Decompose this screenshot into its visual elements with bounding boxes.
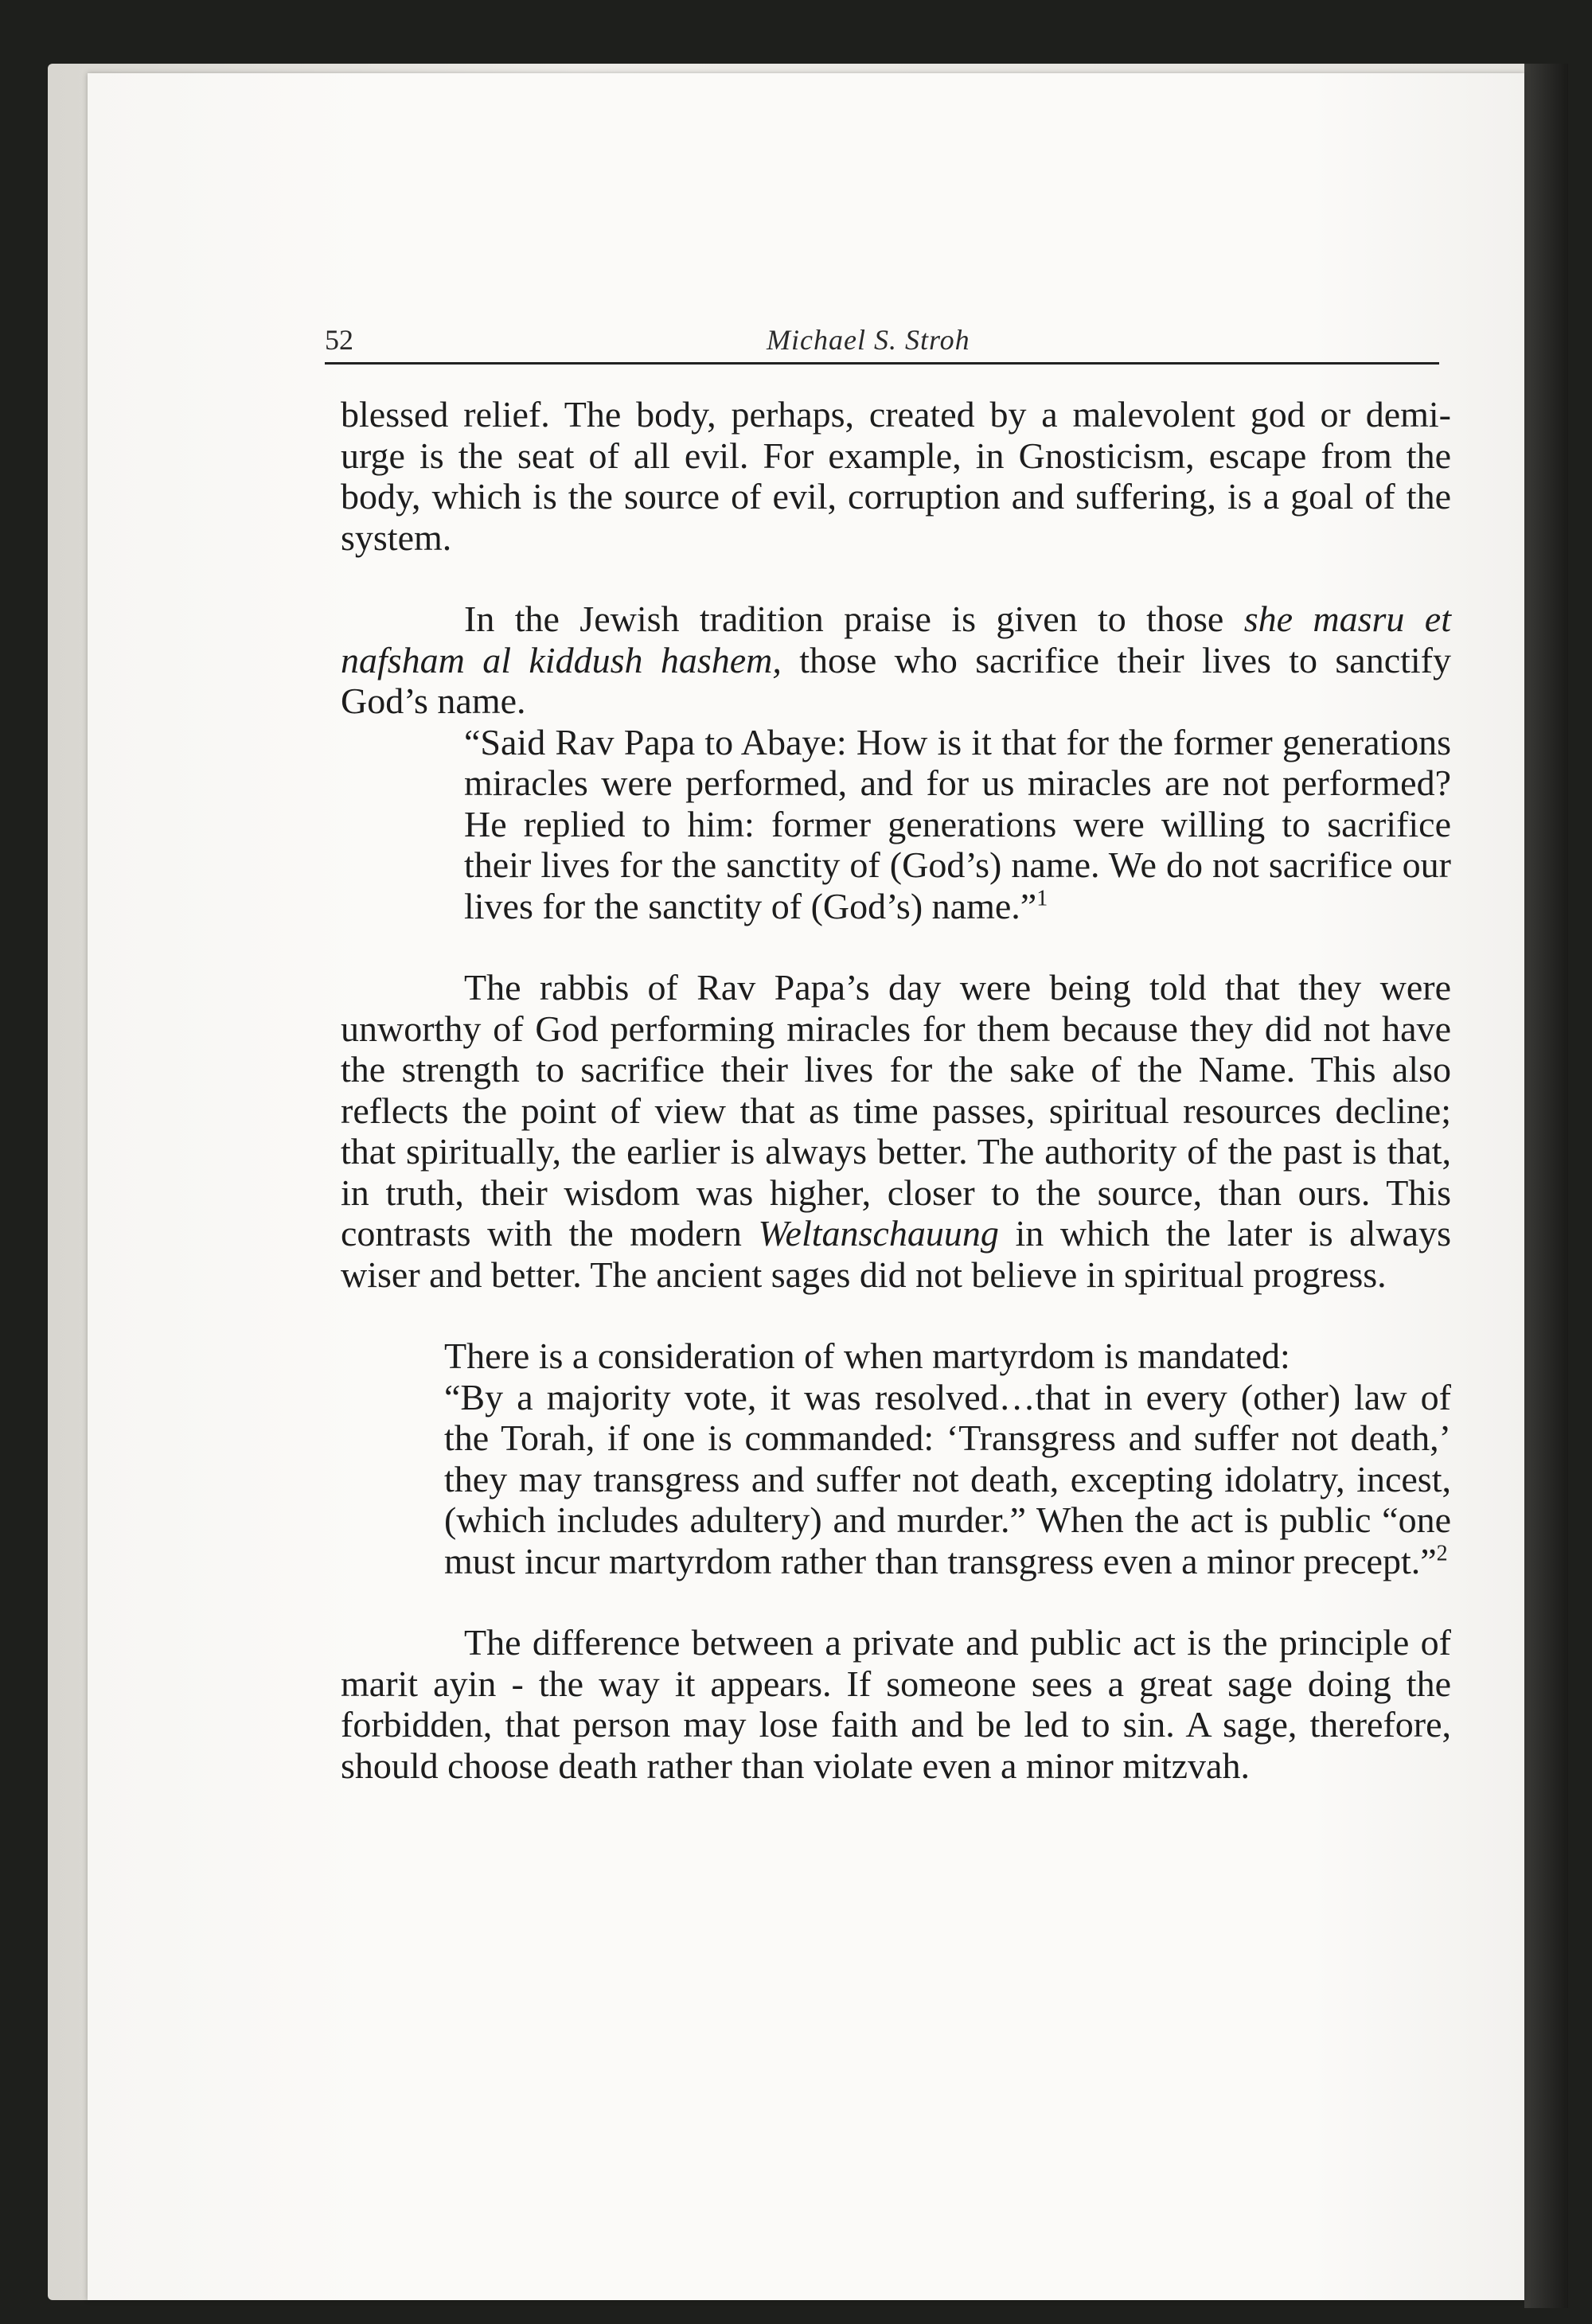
body-text (341, 394, 1451, 1786)
paragraph-2 (341, 599, 1451, 722)
hebrew-phrase: she masru et nafsham al kiddush hashem, (341, 599, 1452, 680)
paragraph-5: The difference between a private and public act is the principle of marit ayin - the way it appears. If someone sees a great sage doing the forbidden, that person may lose faith and be led to sin. A sage, therefore, should choose death rather than violate even a minor mitzvah. (341, 1622, 1451, 1786)
page-number: 52 (325, 324, 353, 356)
book-spine-shadow (1524, 64, 1568, 2308)
footnote-ref-1: 1 (1036, 886, 1048, 911)
paragraph-4-intro: There is a consideration of when martyrdom is mandated: (444, 1336, 1290, 1376)
page-header (325, 322, 1439, 365)
paragraph-2-tail: those who sacrifice their lives to sanctify God’s name. (341, 639, 1451, 721)
paragraph-3-tail: in which the later is always wiser and better. The ancient sages did not believe in spiritual progress. (341, 1213, 1451, 1295)
block-quote-1 (341, 722, 1451, 927)
paragraph-1: blessed relief. The body, perhaps, created by a malevolent god or demi-urge is the seat of all evil. For example, in Gnosticism, escape from the body, which is the source of evil, corruption and suffering, is a goal of the system. (341, 394, 1451, 558)
weltanschauung-term: Weltanschauung (758, 1213, 999, 1254)
block-quote-1-text: “Said Rav Papa to Abaye: How is it that for the former generations miracles were performed, and for us miracles are not performed? He replied to him: former generations were willing to sacrifice their lives for the sanctity of (God’s) name. We do not sacrifice our lives for the sanctity of (God’s) name.” (464, 721, 1451, 926)
block-quote-2-text: “By a majority vote, it was resolved…that in every (other) law of the Torah, if one is commanded: ‘Transgress and suffer not death,’ they may transgress and suffer not death, excepting idolatry, incest, (which includes adultery) and murder.” When the act is public “one must incur martyrdom rather than transgress even a minor precept.” (444, 1376, 1451, 1581)
paragraph-3 (341, 967, 1451, 1295)
paragraph-2-lead: In the Jewish tradition praise is given to those (464, 599, 1244, 639)
footnote-ref-2: 2 (1436, 1541, 1448, 1566)
running-head: Michael S. Stroh (767, 324, 970, 356)
paragraph-3-lead: The rabbis of Rav Papa’s day were being told that they were unworthy of God performing miracles for them because they did not have the strength to sacrifice their lives for the sake of the Name. This also reflects the point of view that as time passes, spiritual resources decline; that spiritually, the earlier is always better. The authority of the past is that, in truth, their wisdom was higher, closer to the source, than ours. This contrasts with the modern (341, 967, 1451, 1254)
block-quote-2 (341, 1377, 1451, 1582)
